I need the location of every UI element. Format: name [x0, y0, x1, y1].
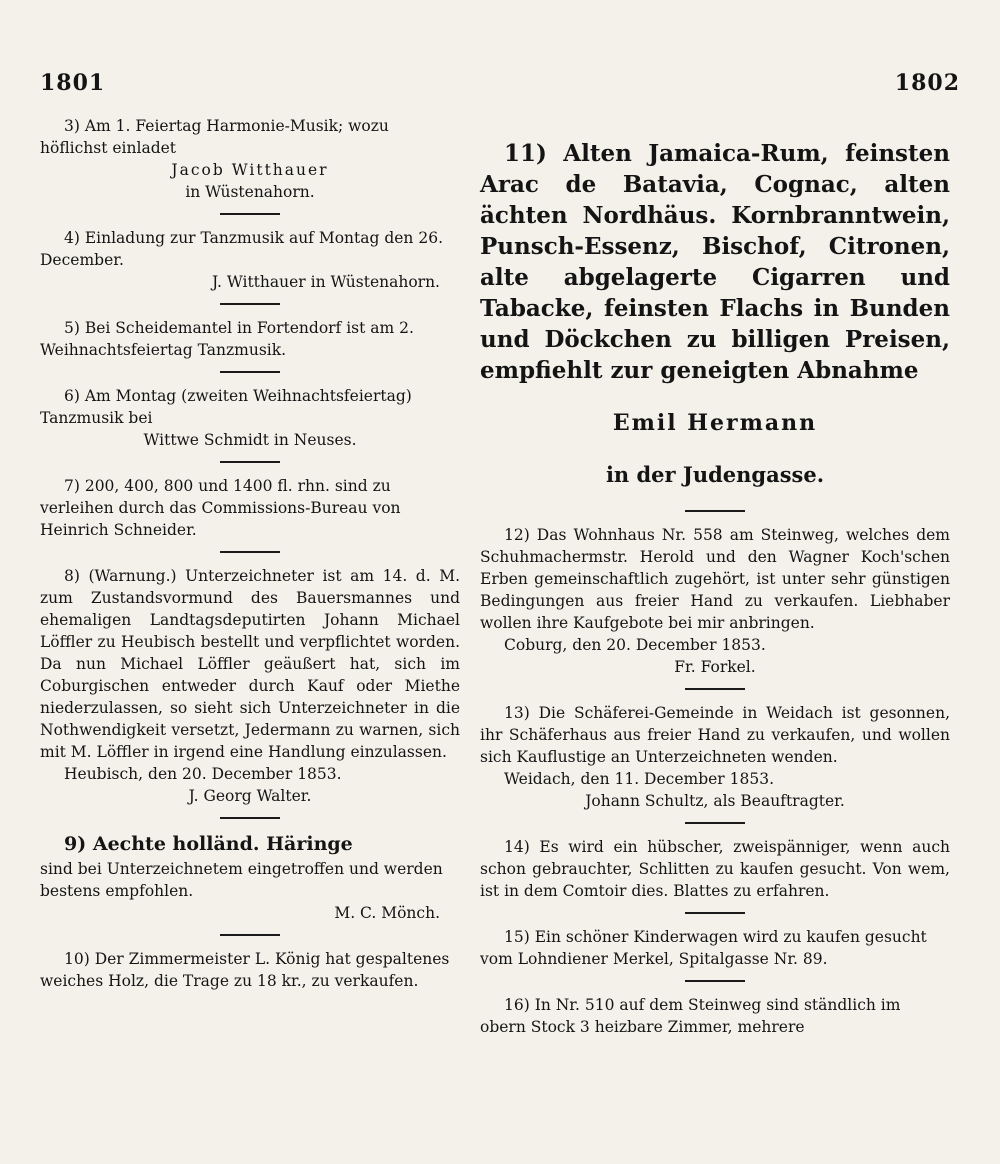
- ad-3-signature-name: Jacob Witthauer: [171, 161, 329, 179]
- divider: [685, 980, 745, 982]
- divider: [220, 817, 280, 819]
- divider: [220, 934, 280, 936]
- ad-12-signature: Fr. Forkel.: [674, 658, 756, 677]
- divider: [220, 551, 280, 553]
- page-number-left: 1801: [40, 70, 106, 96]
- ad-11-text: 11) Alten Jamaica-Rum, feinsten Arac de Batavia, Cognac, alten ächten Nordhäus. Kornbranntwein, Punsch-Essenz, Bischof, Citronen, alte abgelagerte Cigarren und Tabacke, feinsten Flachs in Bunden und Döckchen zu billigen Preisen, empfiehlt zur geneigten Abnahme: [480, 140, 950, 385]
- ad-8-signature: J. Georg Walter.: [188, 787, 312, 805]
- ad-13-text: 13) Die Schäferei-Gemeinde in Weidach ist gesonnen, ihr Schäferhaus aus freier Hand zu verkaufen, und wollen sich Kauflustige an Unterzeichneten wenden.: [480, 704, 950, 767]
- ad-13-signature: Johann Schultz, als Beauftragter.: [585, 792, 845, 811]
- ad-5-text: 5) Bei Scheidemantel in Fortendorf ist am 2. Weihnachtsfeiertag Tanzmusik.: [40, 319, 414, 359]
- divider: [220, 303, 280, 305]
- divider: [220, 371, 280, 373]
- ad-8-place-date: Heubisch, den 20. December 1853.: [64, 765, 342, 783]
- right-column: [480, 115, 950, 1044]
- ad-4: [40, 227, 460, 293]
- ad-14: [480, 836, 950, 902]
- ad-12: [480, 524, 950, 678]
- ad-16: [480, 994, 950, 1038]
- ad-13-place-date: Weidach, den 11. December 1853.: [504, 770, 775, 789]
- ad-4-signature: J. Witthauer in Wüstenahorn.: [211, 273, 440, 291]
- ad-3: [40, 115, 460, 203]
- ad-11-signature-place: in der Judengasse.: [605, 462, 825, 488]
- page-number-right: 1802: [894, 70, 960, 96]
- ad-5: [40, 317, 460, 361]
- ad-14-text: 14) Es wird ein hübscher, zweispänniger, wenn auch schon gebrauchter, Schlitten zu kaufen gesucht. Von wem, ist in dem Comtoir dies. Blattes zu erfahren.: [480, 838, 950, 901]
- ad-9-title: 9) Aechte holländ. Häringe: [64, 833, 353, 855]
- ad-11: [480, 138, 950, 489]
- ad-3-signature-place: in Wüstenahorn.: [185, 183, 315, 201]
- ad-10-text: 10) Der Zimmermeister L. König hat gespaltenes weiches Holz, die Trage zu 18 kr., zu verkaufen.: [40, 949, 450, 990]
- ad-8: [40, 565, 460, 807]
- ad-15: [480, 926, 950, 970]
- ad-6: [40, 385, 460, 451]
- ad-7: [40, 475, 460, 541]
- ad-6-text: 6) Am Montag (zweiten Weihnachtsfeiertag) Tanzmusik bei: [40, 387, 412, 427]
- divider: [685, 822, 745, 824]
- ad-9-signature: M. C. Mönch.: [334, 903, 440, 922]
- ad-8-text: 8) (Warnung.) Unterzeichneter ist am 14. d. M. zum Zustandsvormund des Bauersmannes und ehemaligen Landtagsdeputirten Johann Michael Löffler zu Heubisch bestellt und verpflichtet worden. Da nun Michael Löffler geäußert hat, sich im Coburgischen entweder durch Kauf oder Miethe niederzulassen, so sieht sich Unterzeichneter in die Nothwendigkeit versetzt, Jedermann zu warnen, sich mit M. Löffler in irgend eine Handlung einzulassen.: [40, 567, 460, 761]
- ad-15-text: 15) Ein schöner Kinderwagen wird zu kaufen gesucht vom Lohndiener Merkel, Spitalgasse Nr. 89.: [480, 928, 927, 969]
- ad-9-text: sind bei Unterzeichnetem eingetroffen und werden bestens empfohlen.: [40, 859, 443, 900]
- left-column: [40, 115, 460, 998]
- ad-6-signature: Wittwe Schmidt in Neuses.: [143, 431, 357, 449]
- ad-4-text: 4) Einladung zur Tanzmusik auf Montag den 26. December.: [40, 229, 443, 269]
- divider: [685, 510, 745, 512]
- ad-10: [40, 948, 460, 992]
- ad-7-text: 7) 200, 400, 800 und 1400 fl. rhn. sind zu verleihen durch das Commissions-Bureau von Heinrich Schneider.: [40, 477, 401, 539]
- ad-11-signature-name: Emil Hermann: [612, 410, 818, 437]
- ad-16-text: 16) In Nr. 510 auf dem Steinweg sind ständlich im obern Stock 3 heizbare Zimmer, mehrere: [480, 996, 901, 1037]
- divider: [220, 461, 280, 463]
- ad-12-text: 12) Das Wohnhaus Nr. 558 am Steinweg, welches dem Schuhmachermstr. Herold und den Wagner Koch'schen Erben gemeinschaftlich zugehört, ist unter sehr günstigen Bedingungen aus freier Hand zu verkaufen. Liebhaber wollen ihre Kaufgebote bei mir anbringen.: [480, 526, 950, 633]
- ad-12-place-date: Coburg, den 20. December 1853.: [504, 636, 766, 655]
- ad-3-text: 3) Am 1. Feiertag Harmonie-Musik; wozu höflichst einladet: [40, 117, 389, 157]
- divider: [220, 213, 280, 215]
- divider: [685, 912, 745, 914]
- divider: [685, 688, 745, 690]
- ad-13: [480, 702, 950, 812]
- ad-9: [40, 831, 460, 924]
